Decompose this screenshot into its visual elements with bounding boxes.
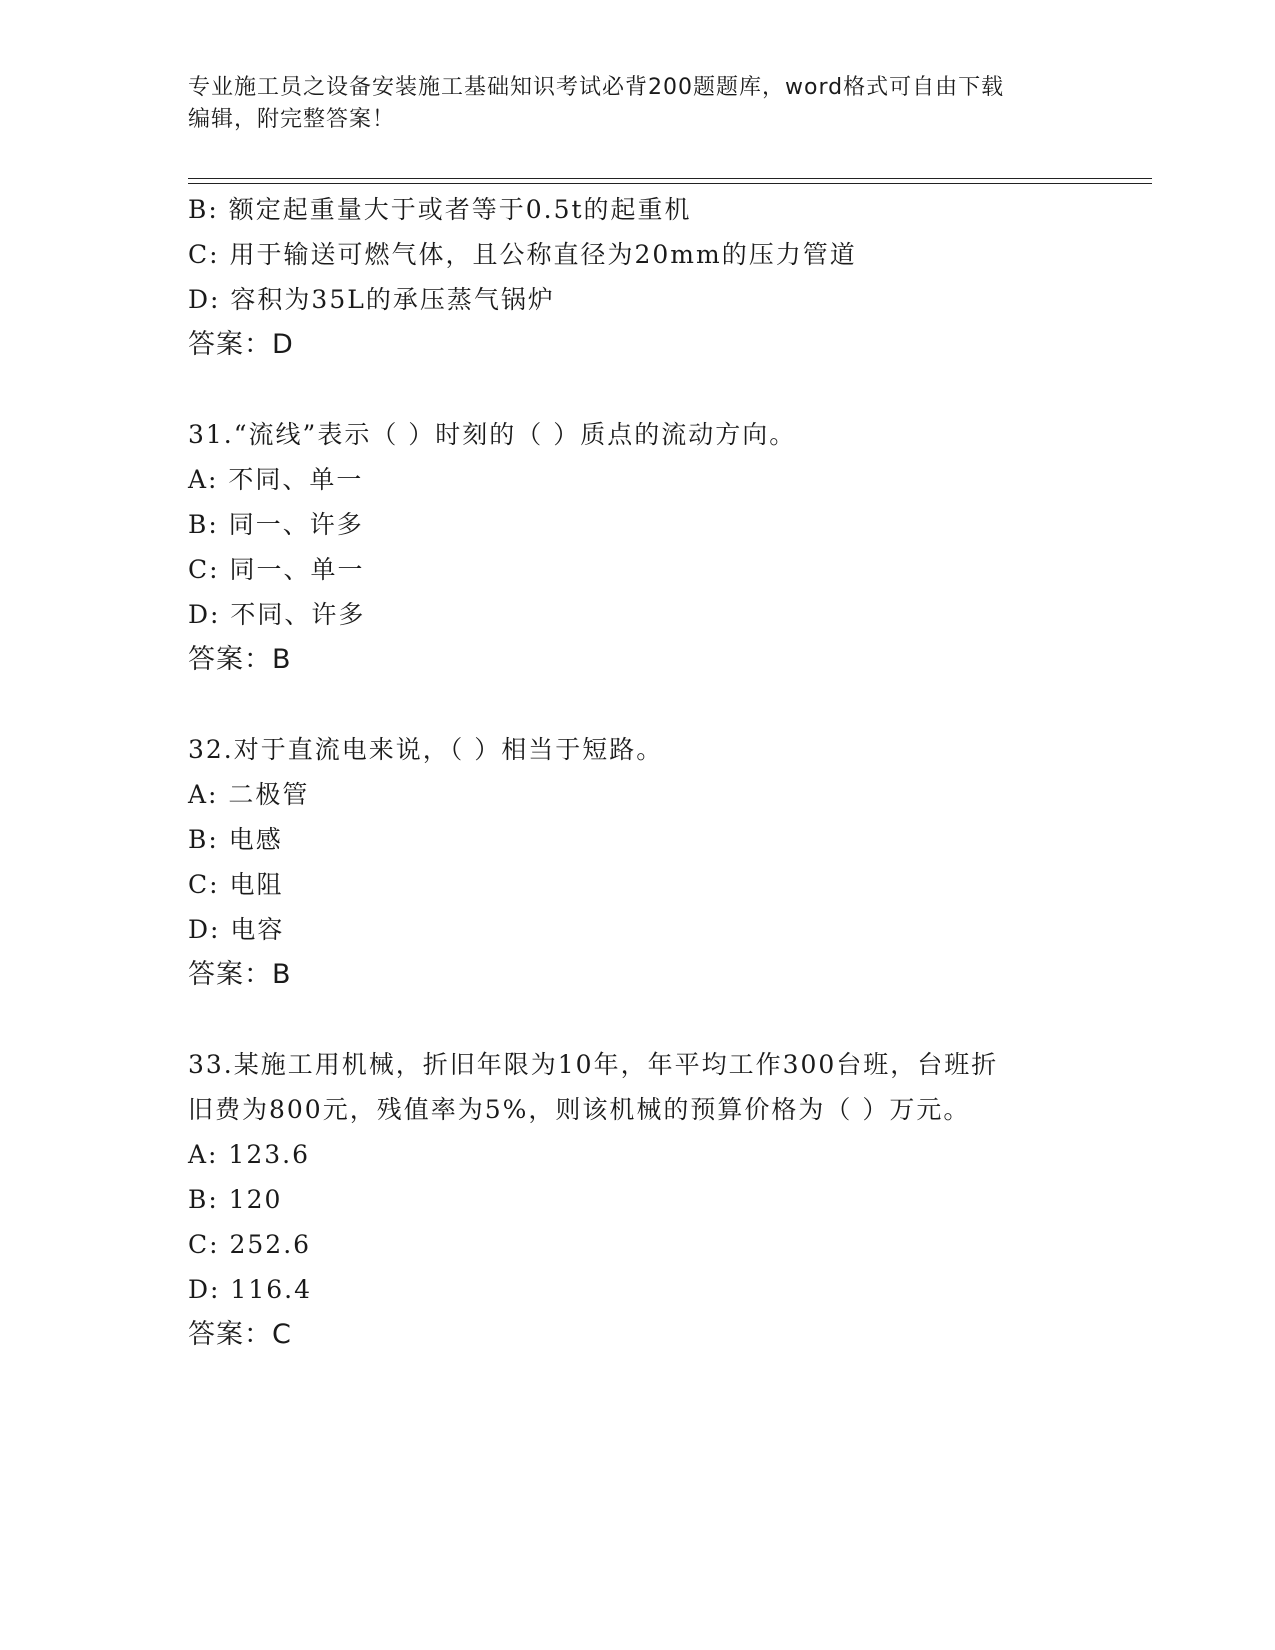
q31-answer: 答案：B — [188, 644, 292, 675]
header-line-2: 编辑，附完整答案！ — [188, 107, 396, 132]
q33-answer: 答案：C — [188, 1319, 292, 1350]
q33-option-b: B: 120 — [188, 1185, 283, 1214]
page-header — [188, 72, 1088, 136]
header-rule-bottom — [188, 183, 1152, 184]
q30-answer: 答案：D — [188, 329, 294, 360]
q31-option-b: B: 同一、许多 — [188, 510, 364, 539]
q33-option-c: C: 252.6 — [188, 1230, 312, 1259]
q30-option-c: C: 用于输送可燃气体，且公称直径为20mm的压力管道 — [188, 240, 857, 269]
q33-stem-line-2: 旧费为800元，残值率为5%，则该机械的预算价格为（ ）万元。 — [188, 1095, 971, 1124]
q31-option-d: D: 不同、许多 — [188, 600, 366, 629]
q30-option-d: D: 容积为35L的承压蒸气锅炉 — [188, 285, 555, 314]
header-line-1: 专业施工员之设备安装施工基础知识考试必背200题题库，word格式可自由下载 — [188, 75, 1005, 100]
q33-option-d: D: 116.4 — [188, 1275, 312, 1304]
q31-stem: 31.“流线”表示（ ）时刻的（ ）质点的流动方向。 — [188, 420, 797, 449]
q33-stem-line-1: 33.某施工用机械，折旧年限为10年，年平均工作300台班，台班折 — [188, 1050, 999, 1079]
q32-stem: 32.对于直流电来说，（ ）相当于短路。 — [188, 735, 664, 764]
q30-option-b: B: 额定起重量大于或者等于0.5t的起重机 — [188, 195, 692, 224]
q32-option-d: D: 电容 — [188, 915, 285, 944]
q32-answer: 答案：B — [188, 959, 292, 990]
q32-option-c: C: 电阻 — [188, 870, 284, 899]
header-rule-top — [188, 178, 1152, 179]
q32-option-b: B: 电感 — [188, 825, 283, 854]
q33-option-a: A: 123.6 — [188, 1140, 310, 1169]
q31-option-c: C: 同一、单一 — [188, 555, 365, 584]
q32-option-a: A: 二极管 — [188, 780, 310, 809]
q31-option-a: A: 不同、单一 — [188, 465, 364, 494]
